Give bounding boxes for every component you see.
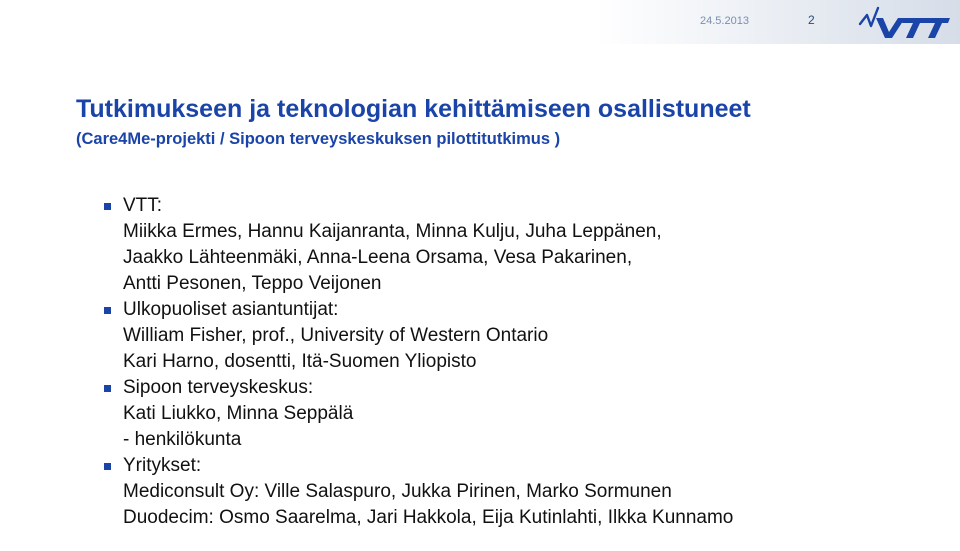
square-bullet-icon (104, 203, 111, 210)
list-item: Miikka Ermes, Hannu Kaijanranta, Minna Kulju, Juha Leppänen, (123, 221, 662, 242)
list-item: Duodecim: Osmo Saarelma, Jari Hakkola, Eija Kutinlahti, Ilkka Kunnamo (123, 507, 734, 528)
logo-letters (876, 18, 950, 38)
section-external-experts (104, 297, 954, 375)
list-item: Jaakko Lähteenmäki, Anna-Leena Orsama, Vesa Pakarinen, (123, 247, 633, 268)
logo-swoosh (860, 8, 878, 26)
slide-date: 24.5.2013 (700, 15, 749, 27)
participant-list (104, 193, 954, 531)
vtt-logo-icon (856, 4, 950, 40)
section-heading: VTT: (123, 195, 163, 216)
slide-title: Tutkimukseen ja teknologian kehittämiseen osallistuneet (76, 95, 751, 123)
square-bullet-icon (104, 385, 111, 392)
header-band (0, 0, 960, 44)
section-companies (104, 453, 954, 531)
square-bullet-icon (104, 463, 111, 470)
section-heading: Sipoon terveyskeskus: (123, 377, 314, 398)
square-bullet-icon (104, 307, 111, 314)
slide-subtitle: (Care4Me-projekti / Sipoon terveyskeskuksen pilottitutkimus ) (76, 130, 561, 148)
list-item: Mediconsult Oy: Ville Salaspuro, Jukka Pirinen, Marko Sormunen (123, 481, 672, 502)
section-health-center (104, 375, 954, 453)
section-vtt (104, 193, 954, 297)
list-item: - henkilökunta (123, 429, 242, 450)
list-item: Kari Harno, dosentti, Itä-Suomen Yliopisto (123, 351, 477, 372)
section-heading: Yritykset: (123, 455, 202, 476)
list-item: Kati Liukko, Minna Seppälä (123, 403, 354, 424)
section-heading: Ulkopuoliset asiantuntijat: (123, 299, 339, 320)
list-item: William Fisher, prof., University of Western Ontario (123, 325, 549, 346)
list-item: Antti Pesonen, Teppo Veijonen (123, 273, 382, 294)
page-number: 2 (808, 13, 815, 27)
